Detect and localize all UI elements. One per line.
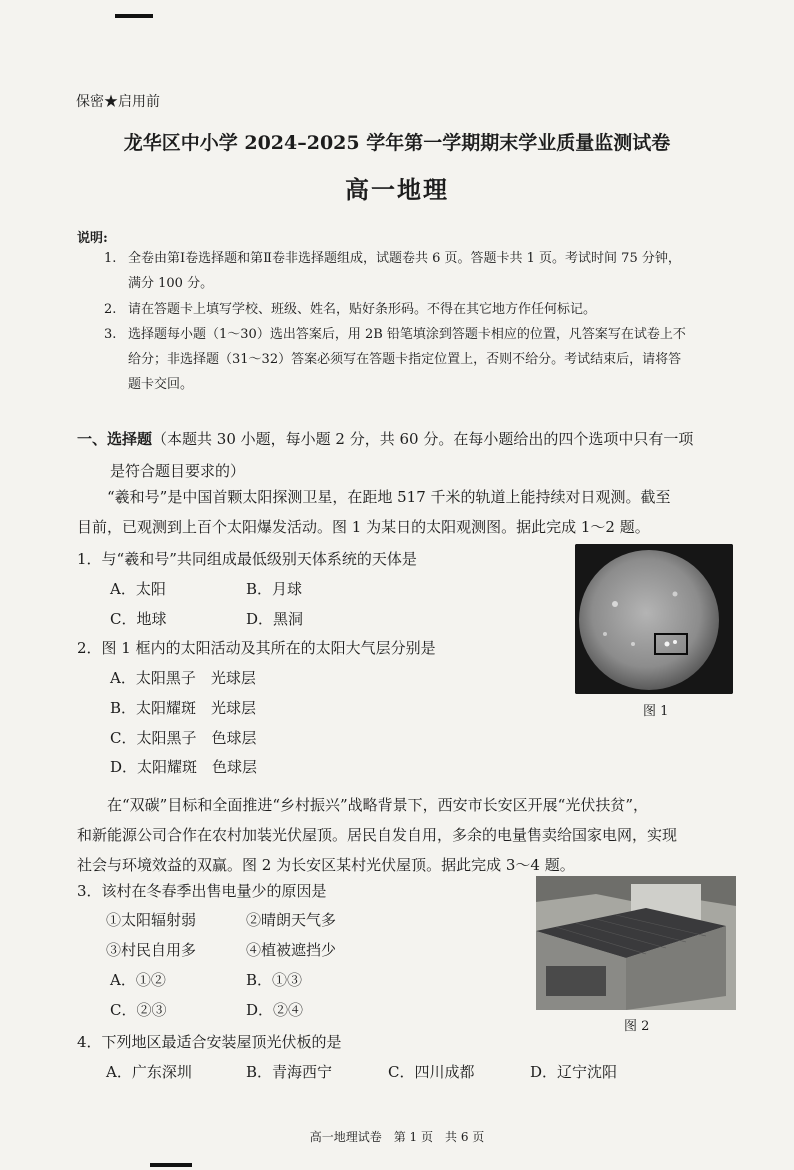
- q4-option-b: B．青海西宁: [246, 1063, 333, 1081]
- q3-option-c: C．②③: [110, 1001, 167, 1019]
- q3-statement-3: ③村民自用多: [106, 941, 197, 959]
- q2-option-d: D．太阳耀斑 色球层: [110, 758, 258, 776]
- note-number: 1.: [104, 251, 117, 266]
- q4-option-d: D．辽宁沈阳: [530, 1063, 618, 1081]
- question-1-stem: 1．与“羲和号”共同组成最低级别天体系统的天体是: [77, 550, 417, 568]
- confidential-label: 保密★启用前: [76, 94, 160, 110]
- q1-option-b: B．月球: [246, 580, 303, 598]
- passage-line: 在“双碳”目标和全面推进“乡村振兴”战略背景下，西安市长安区开展“光伏扶贫”，: [107, 796, 649, 814]
- q1-option-c: C．地球: [110, 610, 167, 628]
- notes-label: 说明:: [77, 231, 108, 246]
- passage-line: 和新能源公司合作在农村加装光伏屋顶。居民自发自用，多余的电量售卖给国家电网，实现: [77, 826, 678, 844]
- q3-statement-2: ②晴朗天气多: [246, 911, 337, 929]
- q4-option-c: C．四川成都: [388, 1063, 475, 1081]
- section-1-desc: （本题共 30 小题，每小题 2 分，共 60 分。在每小题给出的四个选项中只有一项: [152, 430, 694, 448]
- passage-line: 社会与环境效益的双赢。图 2 为长安区某村光伏屋顶。据此完成 3～4 题。: [77, 856, 575, 874]
- q2-option-c: C．太阳黑子 色球层: [110, 729, 257, 747]
- q3-option-b: B．①③: [246, 971, 303, 989]
- q3-option-d: D．②④: [246, 1001, 304, 1019]
- passage-line: 目前，已观测到上百个太阳爆发活动。图 1 为某日的太阳观测图。据此完成 1～2 题。: [77, 518, 650, 536]
- note-number: 3.: [104, 327, 117, 342]
- note-line: 满分 100 分。: [128, 276, 214, 291]
- figure-1-sun-image: [575, 544, 733, 694]
- q3-statement-4: ④植被遮挡少: [246, 941, 337, 959]
- section-1-desc-cont: 是符合题目要求的）: [110, 462, 246, 480]
- note-line: 请在答题卡上填写学校、班级、姓名，贴好条形码。不得在其它地方作任何标记。: [128, 302, 597, 317]
- note-line: 题卡交回。: [128, 377, 194, 392]
- section-1-heading: [77, 424, 717, 454]
- exam-subject: 高一地理: [345, 175, 449, 204]
- q3-option-a: A．①②: [110, 971, 166, 989]
- figure-2-solar-roof-photo: [536, 876, 736, 1010]
- passage-2: [77, 790, 727, 880]
- q1-option-d: D．黑洞: [246, 610, 304, 628]
- q2-option-a: A．太阳黑子 光球层: [110, 669, 256, 687]
- figure-1-caption: 图 1: [643, 704, 669, 719]
- top-margin-mark: [115, 14, 153, 18]
- passage-1: [77, 482, 727, 542]
- question-4-stem: 4．下列地区最适合安装屋顶光伏板的是: [77, 1033, 342, 1051]
- passage-line: “羲和号”是中国首颗太阳探测卫星，在距地 517 千米的轨道上能持续对日观测。截至: [107, 488, 671, 506]
- note-line: 全卷由第Ⅰ卷选择题和第Ⅱ卷非选择题组成，试题卷共 6 页。答题卡共 1 页。考试时间 75 分钟，: [128, 251, 681, 266]
- question-2-stem: 2．图 1 框内的太阳活动及其所在的太阳大气层分别是: [77, 639, 436, 657]
- page-footer: 高一地理试卷 第 1 页 共 6 页: [309, 1130, 485, 1144]
- question-3-stem: 3．该村在冬春季出售电量少的原因是: [77, 882, 327, 900]
- q1-option-a: A．太阳: [110, 580, 166, 598]
- bottom-margin-mark: [150, 1163, 192, 1167]
- note-line: 给分；非选择题（31～32）答案必须写在答题卡指定位置上，否则不给分。考试结束后，请将答: [128, 352, 682, 367]
- q3-statement-1: ①太阳辐射弱: [106, 911, 197, 929]
- q4-option-a: A．广东深圳: [106, 1063, 192, 1081]
- q2-option-b: B．太阳耀斑 光球层: [110, 699, 257, 717]
- exam-title: 龙华区中小学 2024–2025 学年第一学期期末学业质量监测试卷: [123, 132, 671, 154]
- figure-2-caption: 图 2: [624, 1019, 650, 1034]
- section-1-title: 一、选择题: [77, 430, 153, 448]
- note-number: 2.: [104, 302, 117, 317]
- note-line: 选择题每小题（1～30）选出答案后，用 2B 铅笔填涂到答题卡相应的位置，凡答案写在试卷上不: [128, 327, 686, 342]
